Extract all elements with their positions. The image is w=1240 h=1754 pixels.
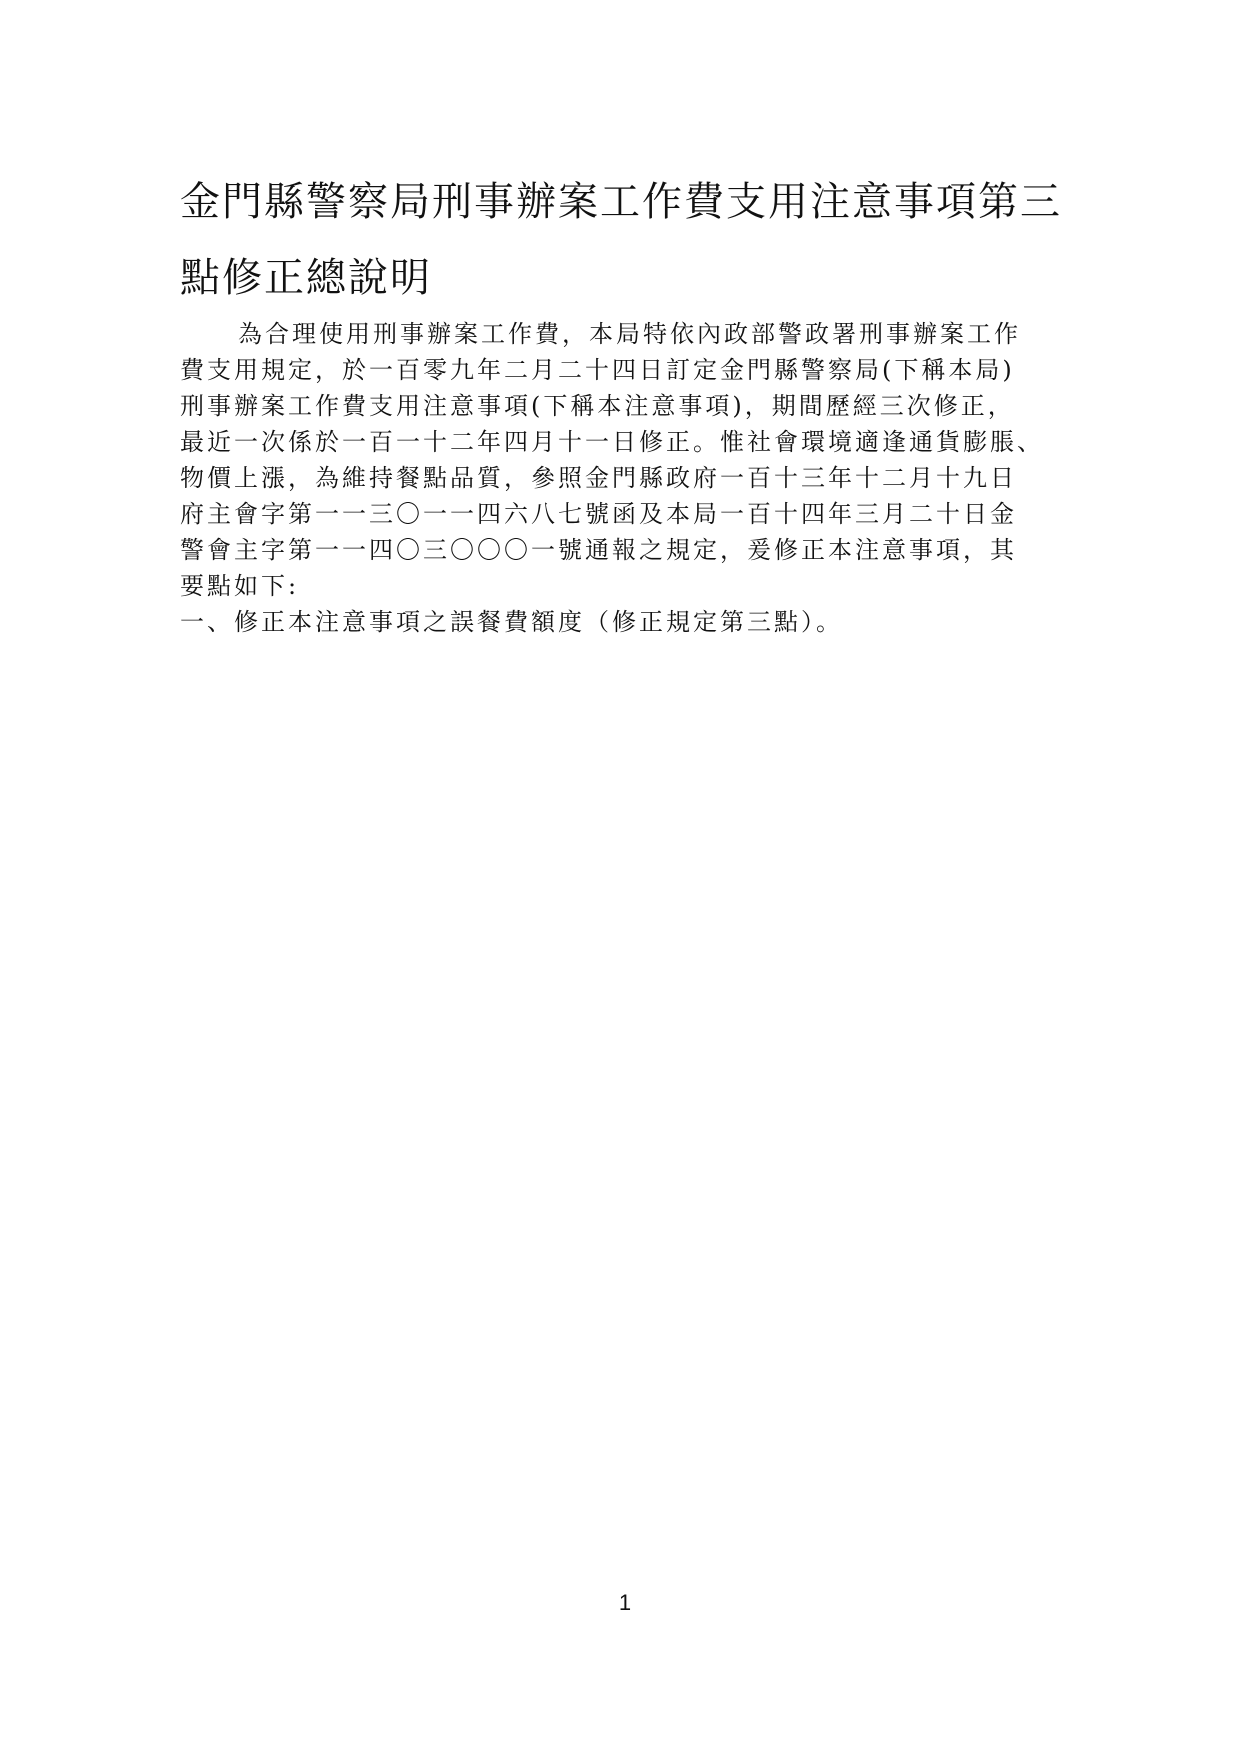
page-number: 1 <box>618 1590 632 1615</box>
paragraph-line-1: 為合理使用刑事辦案工作費，本局特依內政部警政署刑事辦案工作 <box>238 320 1021 348</box>
paragraph-line-8: 要點如下: <box>180 572 300 600</box>
paragraph-line-4: 最近一次係於一百一十二年四月十一日修正。惟社會環境適逢通貨膨脹、 <box>180 428 1044 456</box>
document-title-line-1: 金門縣警察局刑事辦案工作費支用注意事項第三 <box>180 179 1062 225</box>
list-item: 一、修正本注意事項之誤餐費額度（修正規定第三點）。 <box>180 608 843 636</box>
paragraph-line-3: 刑事辦案工作費支用注意事項(下稱本注意事項)，期間歷經三次修正， <box>180 392 1015 420</box>
paragraph-line-2: 費支用規定，於一百零九年二月二十四日訂定金門縣警察局(下稱本局) <box>180 356 1015 384</box>
paragraph-line-7: 警會主字第一一四〇三〇〇〇一號通報之規定，爰修正本注意事項，其 <box>180 536 1017 564</box>
paragraph-line-6: 府主會字第一一三〇一一四六八七號函及本局一百十四年三月二十日金 <box>180 500 1017 528</box>
document-title-line-2: 點修正總說明 <box>180 255 432 301</box>
paragraph-line-5: 物價上漲，為維持餐點品質，參照金門縣政府一百十三年十二月十九日 <box>180 464 1017 492</box>
